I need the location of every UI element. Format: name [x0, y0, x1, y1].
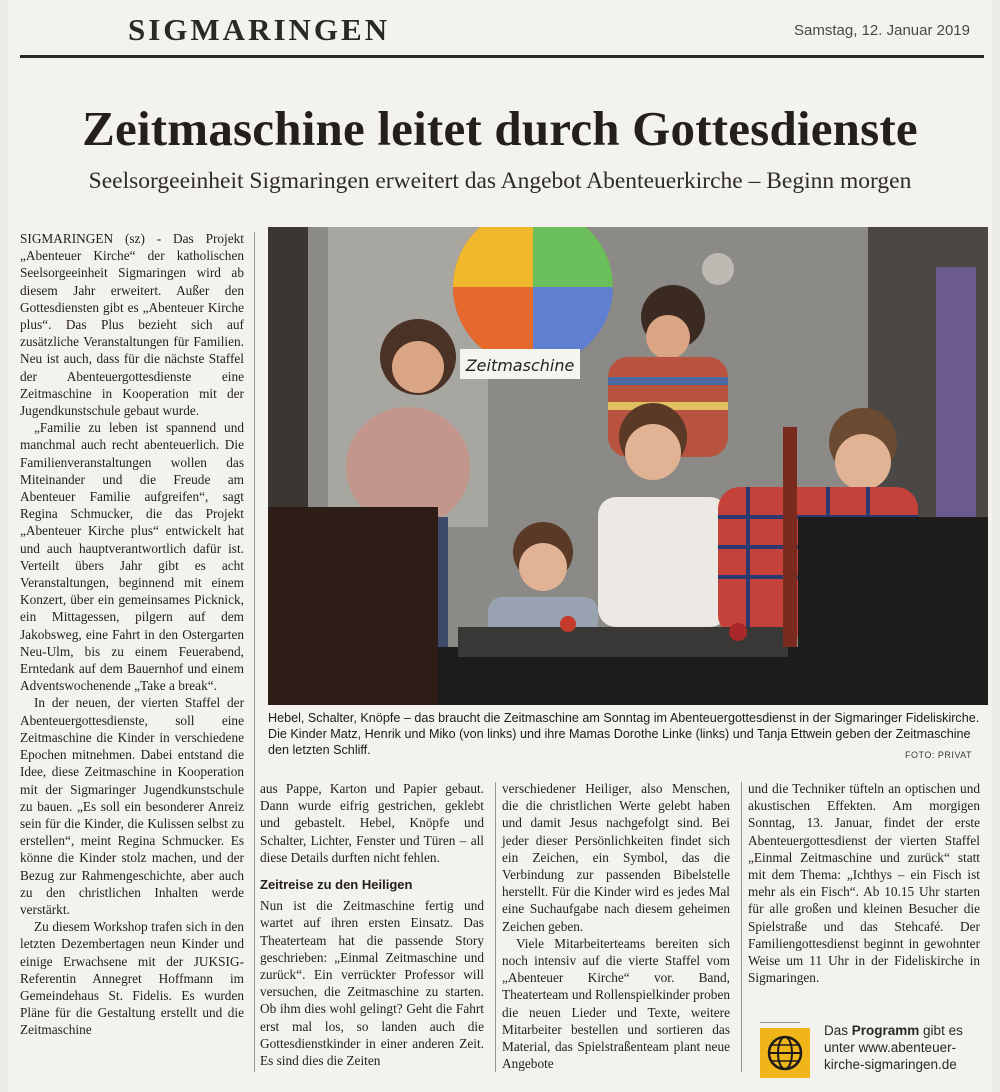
- info-prefix: Das: [824, 1023, 852, 1038]
- program-info-text: [824, 1022, 963, 1073]
- paragraph: aus Pappe, Karton und Papier gebaut. Dann wurde eifrig gestrichen, geklebt und gebastelt. Hebel, Knöpfe und Schalter, Lichter, Fenster und Türen – all diese Details durften nicht fehlen.: [260, 781, 484, 865]
- article-subheading: Zeitreise zu den Heiligen: [260, 877, 413, 893]
- column-divider: [254, 232, 255, 1072]
- newspaper-page: [8, 0, 992, 1092]
- article-column-1: [20, 230, 244, 1039]
- paragraph: Nun ist die Zeitmaschine fertig und wartet auf ihren ersten Einsatz. Das Theaterteam hat die passende Story geschrieben: „Einmal Zeitmaschine und zurück“. Ein verrückter Professor will versuchen, die Zeitmaschine zu starten. Ob ihm dies wohl gelingt? Geht die Fahrt erst mal los, so landen auch die Gottesdienstkinder in einer anderen Zeit. Es sind dies die Zeiten: [260, 898, 484, 1069]
- column-divider: [741, 782, 742, 1072]
- paragraph: und die Techniker tüfteln an optischen und akustischen Effekten. Am morgigen Sonntag, 13. Januar, findet der erste Abenteuergottesdienst der vierten Staffel „Einmal Zeitmaschine und zurück“ statt mit dem Thema: „Ichthys – ein Fisch ist mehr als ein Fisch“. Ab 10.15 Uhr starten für alle großen und kleinen Besucher die Spielstraße und das Stehcafé. Der Familiengottesdienst beginnt in gewohnter Weise um 11 Uhr in der Fideliskirche in Sigmaringen.: [748, 781, 980, 986]
- paragraph: Zu diesem Workshop trafen sich in den letzten Dezembertagen neun Kinder und einige Erwachsene mit der JUKSIG-Referentin Annegret Hoffmann im Gemeindehaus St. Fidelis. Es wurden Pläne für die Gestaltung erstellt und die Zeitmaschine: [20, 919, 244, 1038]
- photo-credit: FOTO: PRIVAT: [904, 750, 972, 760]
- paragraph: verschiedener Heiliger, also Menschen, die die christlichen Werte gelebt haben und damit Jesus nachgefolgt sind. Bei jeder dieser Persönlichkeiten findet sich ein Zeichen, ein Symbol, das die Verbindung zur passenden Bibelstelle herstellt. Für die Kinder wird es jedes Mal eine Suchaufgabe nach diesem geheimen Zeichen geben.: [502, 781, 730, 934]
- section-title: SIGMARINGEN: [128, 12, 391, 47]
- article-headline: Zeitmaschine leitet durch Gottesdienste: [82, 101, 918, 156]
- box-rule: [760, 1022, 800, 1023]
- program-info-box: [760, 1022, 996, 1084]
- paragraph: SIGMARINGEN (sz) - Das Projekt „Abenteuer Kirche“ der katholischen Seelsorgeeinheit Sigmaringen wird ab diesem Jahr erweitert. Außer den Gottesdiensten gibt es „Abenteuer Kirche plus“. Das Plus bezieht sich auf zusätzliche Veranstaltungen für Familien. Neu ist auch, dass für die nächste Staffel der Abenteuergottesdienste eine Zeitmaschine in Kooperation mit der Jugendkunstschule gebaut wurde.: [20, 231, 244, 419]
- column-divider: [495, 782, 496, 1072]
- article-column-4: [748, 780, 980, 986]
- globe-icon: [760, 1028, 810, 1078]
- paragraph: Viele Mitarbeiterteams bereiten sich noch intensiv auf die vierte Staffel vom „Abenteuer Kirche“ vor. Band, Theaterteam und Rollenspielkinder proben die neuen Lieder und Texte, weitere Mitarbeiter bestellen und sortieren das Material, das Spielstraßenteam plant neue Angebote: [502, 935, 730, 1072]
- article-column-3: [502, 780, 730, 1072]
- article-photo: [268, 227, 988, 705]
- zeitmaschine-sign: Zeitmaschine: [465, 356, 575, 375]
- header-rule: [20, 55, 984, 58]
- paragraph: „Familie zu leben ist spannend und manchmal auch recht abenteuerlich. Die Familienveranstaltungen wollen das Miteinander und die Freude am Abenteuer Familie aufgreifen“, sagt Regina Schmucker, die das Projekt „Abenteuer Kirche plus“ entwickelt hat und auch hauptverantwortlich dafür ist. Verteilt übers Jahr gibt es acht Veranstaltungen, beginnend mit einem Konzert, über ein gemeinsames Picknick, ein Mittagessen, pilgern auf dem Jakobsweg, eine Fahrt in den Ostergarten Neu-Ulm, bis zu einem Feuerabend, Erntedank auf dem Bauernhof und einem Adventswochenende „Take a break“.: [20, 420, 244, 694]
- info-suffix: gibt es: [919, 1023, 963, 1038]
- info-url-line-1[interactable]: unter www.abenteuer-: [824, 1040, 957, 1055]
- paragraph: In der neuen, der vierten Staffel der Abenteuergottesdienste, soll eine Zeitmaschine die Kinder in verschiedene Epochen mitnehmen. Dabei entstand die Idee, diese Zeitmaschine in Kooperation mit der Sigmaringer Jugendkunstschule zu bauen. „Es soll ein besonderer Anreiz sein für die Kinder, die Kulissen selbst zu erstellen“, meint Regina Schmucker. Es könne die Kinder stolz machen, und der Bezug zur Rahmengeschichte, aber auch zu den christlichen Inhalten werde verstärkt.: [20, 695, 244, 917]
- info-url-line-2[interactable]: kirche-sigmaringen.de: [824, 1057, 957, 1072]
- photo-illustration: [268, 227, 988, 705]
- article-column-2: [260, 780, 484, 1069]
- photo-caption: Hebel, Schalter, Knöpfe – das braucht die Zeitmaschine am Sonntag im Abenteuergottesdienst in der Sigmaringer Fideliskirche. Die Kinder Matz, Henrik und Miko (von links) und ihre Mamas Dorothe Linke (links) und Tanja Ettwein geben der Zeitmaschine den letzten Schliff.: [268, 711, 980, 757]
- issue-date: Samstag, 12. Januar 2019: [794, 22, 970, 39]
- info-bold: Programm: [851, 1023, 920, 1038]
- article-subhead: Seelsorgeeinheit Sigmaringen erweitert das Angebot Abenteuerkirche – Beginn morgen: [88, 168, 912, 194]
